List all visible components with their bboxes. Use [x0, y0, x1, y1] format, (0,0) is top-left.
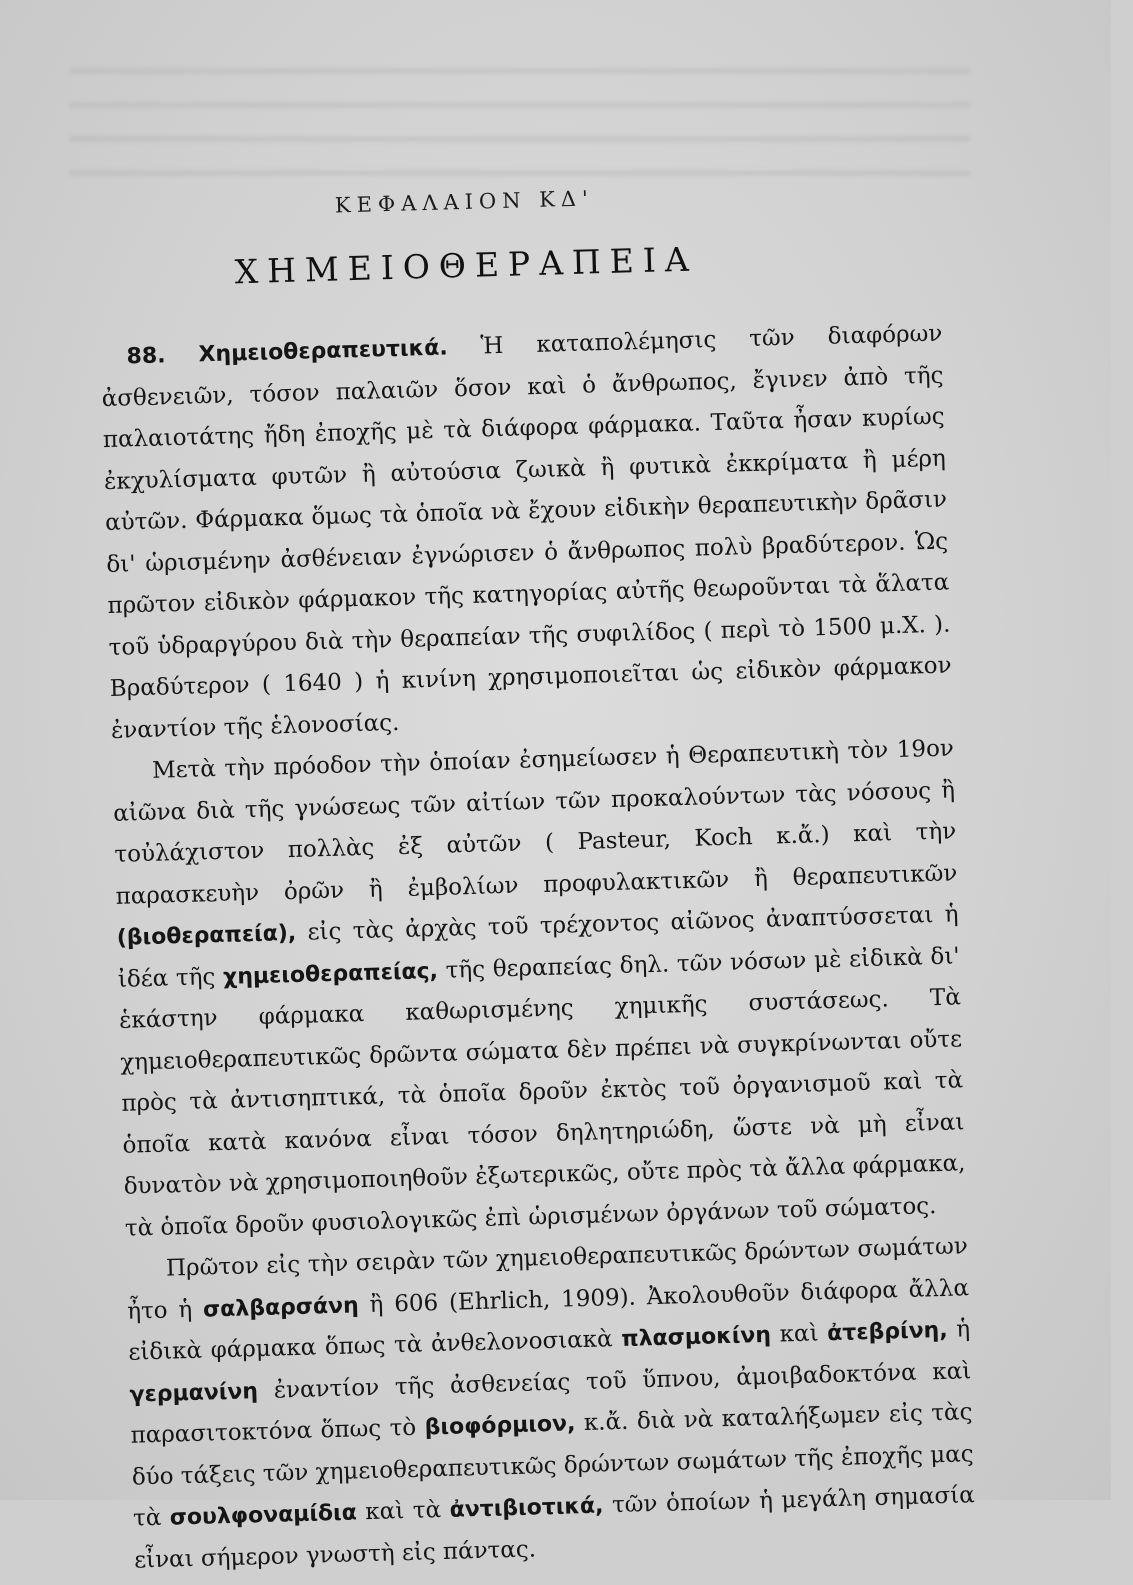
- term-antibiotics: ἀντιβιοτικά,: [449, 1493, 604, 1523]
- p3-text-4: ἡ: [947, 1316, 971, 1343]
- term-germanin: γερμανίνη: [129, 1378, 259, 1408]
- paragraph-3: [126, 1226, 977, 1581]
- p3-text-6: κ.ἄ. διὰ νὰ καταλήξωμεν εἰς τὰς δύο τάξεις τῶν χημειοθεραπευτικῶς δρώντων σωμάτων τῆς ἐποχῆς μας τὰ: [131, 1399, 974, 1532]
- p3-text-7: καὶ τὰ: [356, 1496, 450, 1526]
- paragraph-2: [112, 728, 968, 1249]
- p2-text-3: τῆς θεραπείας δηλ. τῶν νόσων μὲ εἰδικὰ δι' ἑκάστην φάρμακα καθωρισμένης χημικῆς συστάσεως. Τὰ χημειοθεραπευτικῶς δρῶντα σώματα δὲν πρέπει νὰ συγκρίνωνται οὔτε πρὸς τὰ ἀντισηπτικά, τὰ ὁποῖα δροῦν ἐκτὸς τοῦ ὀργανισμοῦ καὶ τὰ ὁποῖα κατὰ κανόνα εἶναι τόσον δηλητηριώδη, ὥστε νὰ μὴ εἶναι δυνατὸν νὰ χρησιμοποιηθοῦν ἐξωτερικῶς, οὔτε πρὸς τὰ ἄλλα φάρμακα, τὰ ὁποῖα δροῦν φυσιολογικῶς ἐπὶ ὡρισμένων ὀργάνων τοῦ σώματος.: [118, 942, 966, 1242]
- section-number: 88.: [126, 343, 166, 370]
- term-chemotherapy: χημειοθεραπείας,: [222, 958, 439, 990]
- p2-text-1: Μετὰ τὴν πρόοδον τὴν ὁποίαν ἐσημείωσεν ἡ Θεραπευτικὴ τὸν 19ον αἰῶνα διὰ τῆς γνώσεως τῶν αἰτίων τῶν προκαλούντων τὰς νόσους ἢ τοὐλάχιστον πολλὰς ἐξ αὐτῶν ( Pasteur, Koch κ.ἄ.) καὶ τὴν παρασκευὴν ὀρῶν ἢ ἐμβολίων προφυλακτικῶν ἢ θεραπευτικῶν: [112, 735, 958, 910]
- term-sulfonamides: σουλφοναμίδια: [169, 1500, 358, 1531]
- chapter-title: ΧΗΜΕΙΟΘΕΡΑΠΕΙΑ: [234, 239, 699, 292]
- term-atebrin: ἀτεβρίνη,: [826, 1317, 948, 1347]
- p3-text-3: καὶ: [770, 1320, 828, 1348]
- term-bioformium: βιοφόρμιον,: [424, 1411, 576, 1441]
- p2-text-2: εἰς τὰς ἀρχὰς τοῦ τρέχοντος αἰῶνος ἀναπτύσσεται ἡ ἰδέα τῆς: [117, 901, 959, 993]
- term-salvarsan: σαλβαρσάνη: [202, 1292, 360, 1323]
- section-heading: Χημειοθεραπευτικά.: [198, 335, 448, 368]
- paragraph-1: [100, 314, 953, 752]
- term-biotherapy: (βιοθεραπεία),: [116, 920, 297, 951]
- p3-text-1: Πρῶτον εἰς τὴν σειρὰν τῶν χημειοθεραπευτικῶς δρώντων σωμάτων ἦτο ἡ: [126, 1233, 969, 1325]
- p3-text-8: τῶν ὁποίων ἡ μεγάλη σημασία εἶναι σήμερον γνωστὴ εἰς πάντας.: [133, 1482, 976, 1574]
- p3-text-5: ἐναντίον τῆς ἀσθενείας τοῦ ὕπνου, ἀμοιβαδοκτόνα καὶ παρασιτοκτόνα ὅπως τὸ: [130, 1357, 972, 1449]
- paragraph-1-text: Ἡ καταπολέμησις τῶν διαφόρων ἀσθενειῶν, τόσον παλαιῶν ὅσον καὶ ὁ ἄνθρωπος, ἔγινεν ἀπὸ τῆς παλαιοτάτης ἤδη ἐποχῆς μὲ τὰ διάφορα φάρμακα. Ταῦτα ἦσαν κυρίως ἐκχυλίσματα φυτῶν ἢ αὐτούσια ζωικὰ ἢ φυτικὰ ἐκκρίματα ἢ μέρη αὐτῶν. Φάρμακα ὅμως τὰ ὁποῖα νὰ ἔχουν εἰδικὴν θεραπευτικὴν δρᾶσιν δι' ὡρισμένην ἀσθένειαν ἐγνώρισεν ὁ ἄνθρωπος πολὺ βραδύτερον. Ὡς πρῶτον εἰδικὸν φάρμακον τῆς κατηγορίας αὐτῆς θεωροῦνται τὰ ἅλατα τοῦ ὑδραργύρου διὰ τὴν θεραπείαν τῆς συφιλίδος ( περὶ τὸ 1500 μ.Χ. ). Βραδύτερον ( 1640 ) ἡ κινίνη χρησιμοποιεῖται ὡς εἰδικὸν φάρμακον ἐναντίον τῆς ἑλονοσίας.: [101, 320, 952, 744]
- term-plasmoquine: πλασμοκίνη: [620, 1322, 772, 1352]
- body-text: [100, 314, 976, 1582]
- chapter-label: ΚΕΦΑΛΑΙΟΝ ΚΔ': [334, 186, 595, 218]
- p3-text-2: ἢ 606 (Ehrlich, 1909). Ἀκολουθοῦν διάφορα ἄλλα εἰδικὰ φάρμακα ὅπως τὰ ἀνθελονοσιακὰ: [128, 1274, 970, 1366]
